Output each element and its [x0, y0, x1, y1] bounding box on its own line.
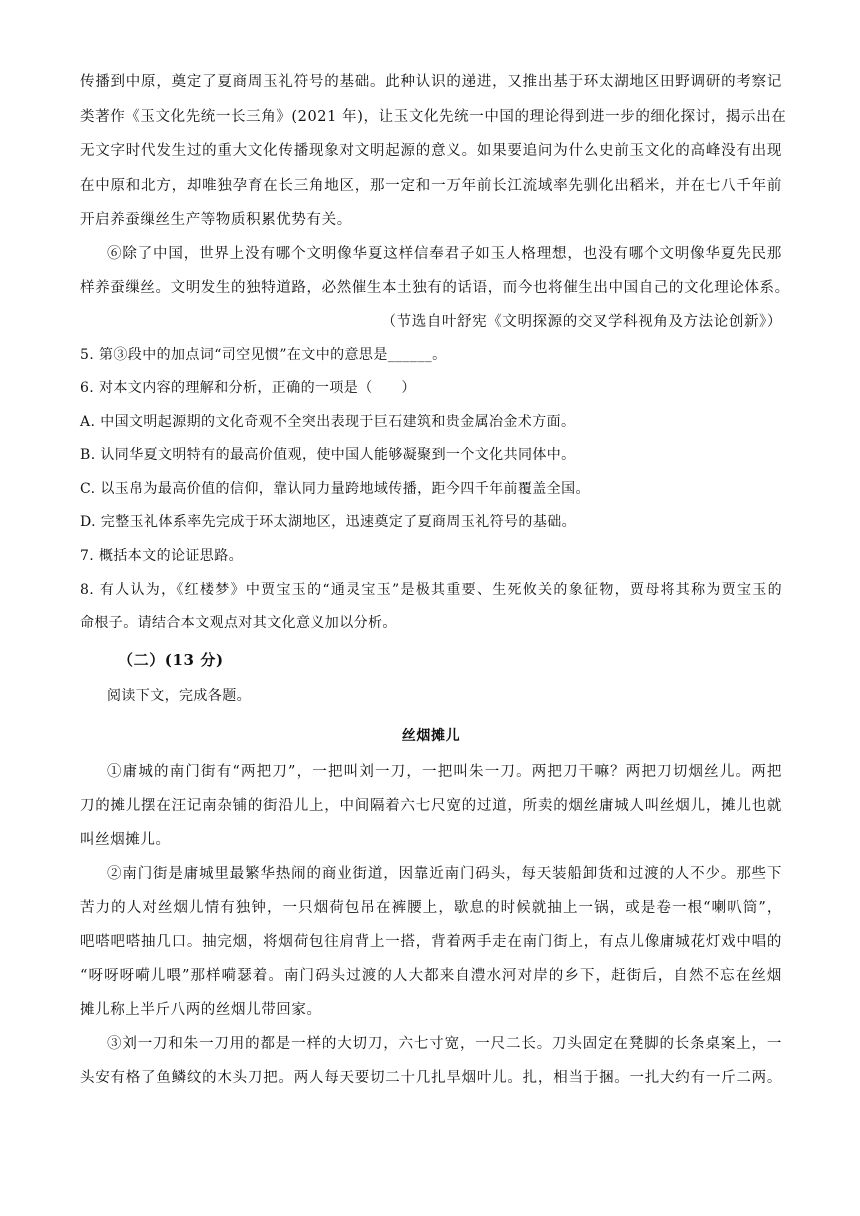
story-paragraph-1-line: ①庸城的南门街有“两把刀”，一把叫刘一刀，一把叫朱一刀。两把刀干嘛？两把刀切烟丝儿。两把 [107, 764, 782, 780]
option-d: D. 完整玉礼体系率先完成于环太湖地区，迅速奠定了夏商周玉礼符号的基础。 [80, 514, 577, 530]
section-instruction: 阅读下文，完成各题。 [107, 688, 251, 704]
passage-line: 类著作《玉文化先统一长三角》(2021 年)，让玉文化先统一中国的理论得到进一步的细化探讨，揭示出在 [80, 109, 787, 125]
story-paragraph-3-line: ③刘一刀和朱一刀用的都是一样的大切刀，六七寸宽，一尺二长。刀头固定在凳脚的长条桌案上，一 [107, 1036, 782, 1052]
story-paragraph-2-line: ②南门街是庸城里最繁华热闹的商业街道，因靠近南门码头，每天装船卸货和过渡的人不少。那些下 [107, 866, 782, 882]
story-paragraph-2-line: 吧嗒吧嗒抽几口。抽完烟，将烟荷包往肩背上一搭，背着两手走在南门街上，有点儿像庸城花灯戏中唱的 [80, 934, 782, 950]
story-paragraph-2-line: “呀呀呀嗬儿喂”那样嗬瑟着。南门码头过渡的人大都来自澧水河对岸的乡下，赶街后，自然不忘在丝烟 [80, 968, 782, 984]
story-title: 丝烟摊儿 [401, 728, 461, 744]
story-paragraph-1-line: 刀的摊儿摆在汪记南杂铺的街沿儿上，中间隔着六七尺宽的过道，所卖的烟丝庸城人叫丝烟儿，摊儿也就 [80, 798, 782, 814]
paragraph-6-line: 样养蚕缫丝。文明发生的独特道路，必然催生本土独有的话语，而今也将催生出中国自己的文化理论体系。 [80, 280, 790, 296]
question-7: 7. 概括本文的论证思路。 [80, 548, 244, 564]
passage-line: 传播到中原，奠定了夏商周玉礼符号的基础。此种认识的递进，又推出基于环太湖地区田野调研的考察记 [80, 74, 782, 90]
story-paragraph-2-line: 苦力的人对丝烟儿情有独钟，一只烟荷包吊在裤腰上，歇息的时候就抽上一锅，或是卷一根“喇叭筒”， [80, 900, 782, 916]
passage-line: 在中原和北方，却唯独孕育在长三角地区，那一定和一万年前长江流域率先驯化出稻米，并在七八千年前 [80, 178, 782, 194]
question-6: 6. 对本文内容的理解和分析，正确的一项是（ ） [80, 380, 416, 396]
option-a: A. 中国文明起源期的文化奇观不全突出表现于巨石建筑和贵金属冶金术方面。 [80, 414, 576, 430]
passage-line: 无文字时代发生过的重大文化传播现象对文明起源的意义。如果要追问为什么史前玉文化的高峰没有出现 [80, 143, 782, 159]
option-c: C. 以玉帛为最高价值的信仰，靠认同力量跨地域传播，距今四千年前覆盖全国。 [80, 481, 590, 497]
option-b: B. 认同华夏文明特有的最高价值观，使中国人能够凝聚到一个文化共同体中。 [80, 447, 576, 463]
story-paragraph-1-line: 叫丝烟摊儿。 [80, 832, 171, 848]
question-5: 5. 第③段中的加点词“司空见惯”在文中的意思是______。 [80, 347, 447, 363]
passage-line: 开启养蚕缫丝生产等物质积累优势有关。 [80, 212, 352, 228]
section-heading: （二）(13 分) [118, 651, 224, 669]
story-paragraph-3-line: 头安有格了鱼鳞纹的木头刀把。两人每天要切二十几扎旱烟叶儿。扎，相当于捆。一扎大约有一斤二两。 [80, 1070, 782, 1086]
source-citation: （节选自叶舒宪《文明探源的交叉学科视角及方法论创新》） [381, 314, 782, 330]
paragraph-6-line: ⑥除了中国，世界上没有哪个文明像华夏这样信奉君子如玉人格理想，也没有哪个文明像华夏先民那 [107, 246, 782, 262]
question-8-line: 8. 有人认为，《红楼梦》中贾宝玉的“通灵宝玉”是极其重要、生死攸关的象征物，贾母将其称为贾宝玉的 [80, 582, 782, 598]
question-8-line: 命根子。请结合本文观点对其文化意义加以分析。 [80, 615, 397, 631]
story-paragraph-2-line: 摊儿称上半斤八两的丝烟儿带回家。 [80, 1002, 322, 1018]
